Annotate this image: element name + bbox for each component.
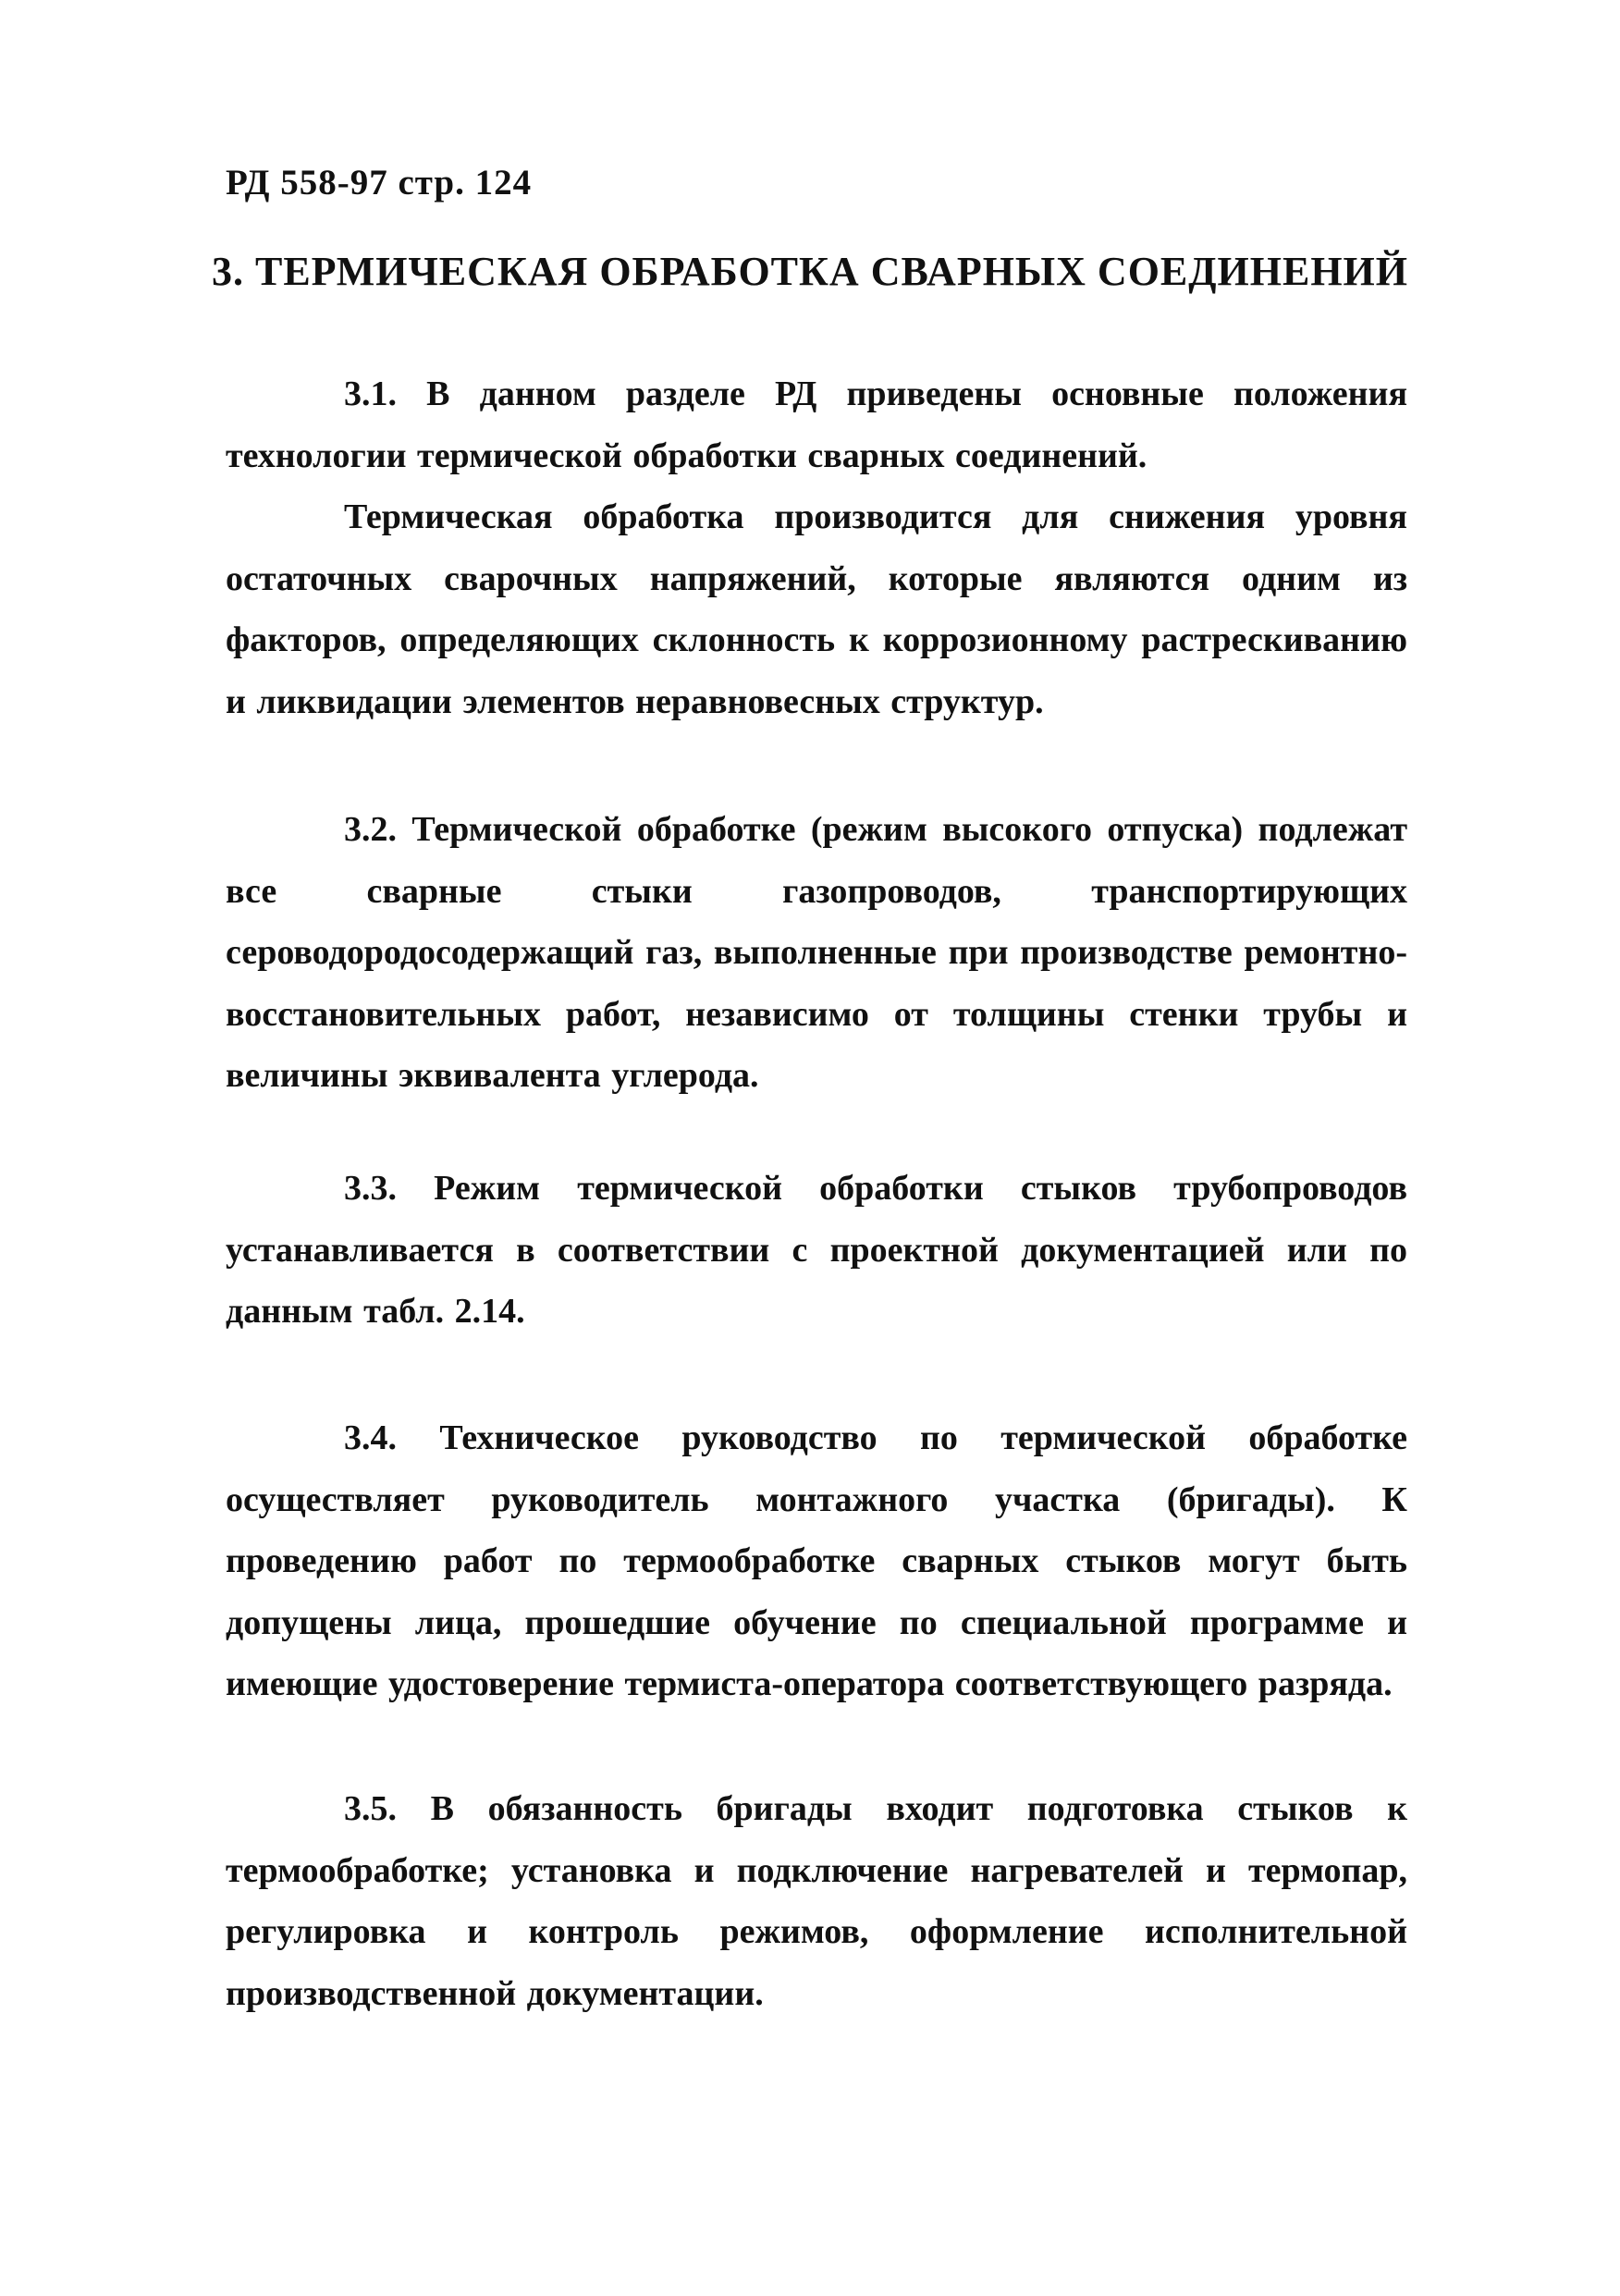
section-title: 3. ТЕРМИЧЕСКАЯ ОБРАБОТКА СВАРНЫХ СОЕДИНЕНИЙ <box>211 249 1409 294</box>
section-3-3 <box>226 1158 1407 1343</box>
paragraph-3-5: 3.5. В обязанность бригады входит подготовка стыков к термообработке; установка и подключение нагревателей и термопар, регулировка и контроль режимов, оформление исполнительной производственной документации. <box>226 1789 1407 2013</box>
section-3-4 <box>226 1407 1407 1715</box>
section-3-5 <box>226 1778 1407 2024</box>
paragraph-3-1-continued: Термическая обработка производится для снижения уровня остаточных сварочных напряжений, которые являются одним из факторов, определяющих склонность к коррозионному растрескиванию и ликвидации элементов неравновесных структур. <box>226 497 1407 721</box>
paragraph-3-2: 3.2. Термической обработке (режим высокого отпуска) подлежат все сварные стыки газопроводов, транспортирующих сероводородосодержащий газ, выполненные при производстве ремонтно-восстановительных работ, независимо от толщины стенки трубы и величины эквивалента углерода. <box>226 810 1407 1095</box>
paragraph-3-3: 3.3. Режим термической обработки стыков трубопроводов устанавливается в соответствии с проектной документацией или по данным табл. 2.14. <box>226 1169 1407 1331</box>
paragraph-3-4: 3.4. Техническое руководство по термической обработке осуществляет руководитель монтажного участка (бригады). К проведению работ по термообработке сварных стыков могут быть допущены лица, прошедшие обучение по специальной программе и имеющие удостоверение термиста-оператора соответствующего разряда. <box>226 1418 1407 1703</box>
paragraph-3-1: 3.1. В данном разделе РД приведены основные положения технологии термической обработки сварных соединений. <box>226 374 1407 475</box>
section-3-1 <box>226 363 1407 732</box>
section-3-2 <box>226 799 1407 1107</box>
page-header: РД 558-97 стр. 124 <box>226 163 533 203</box>
